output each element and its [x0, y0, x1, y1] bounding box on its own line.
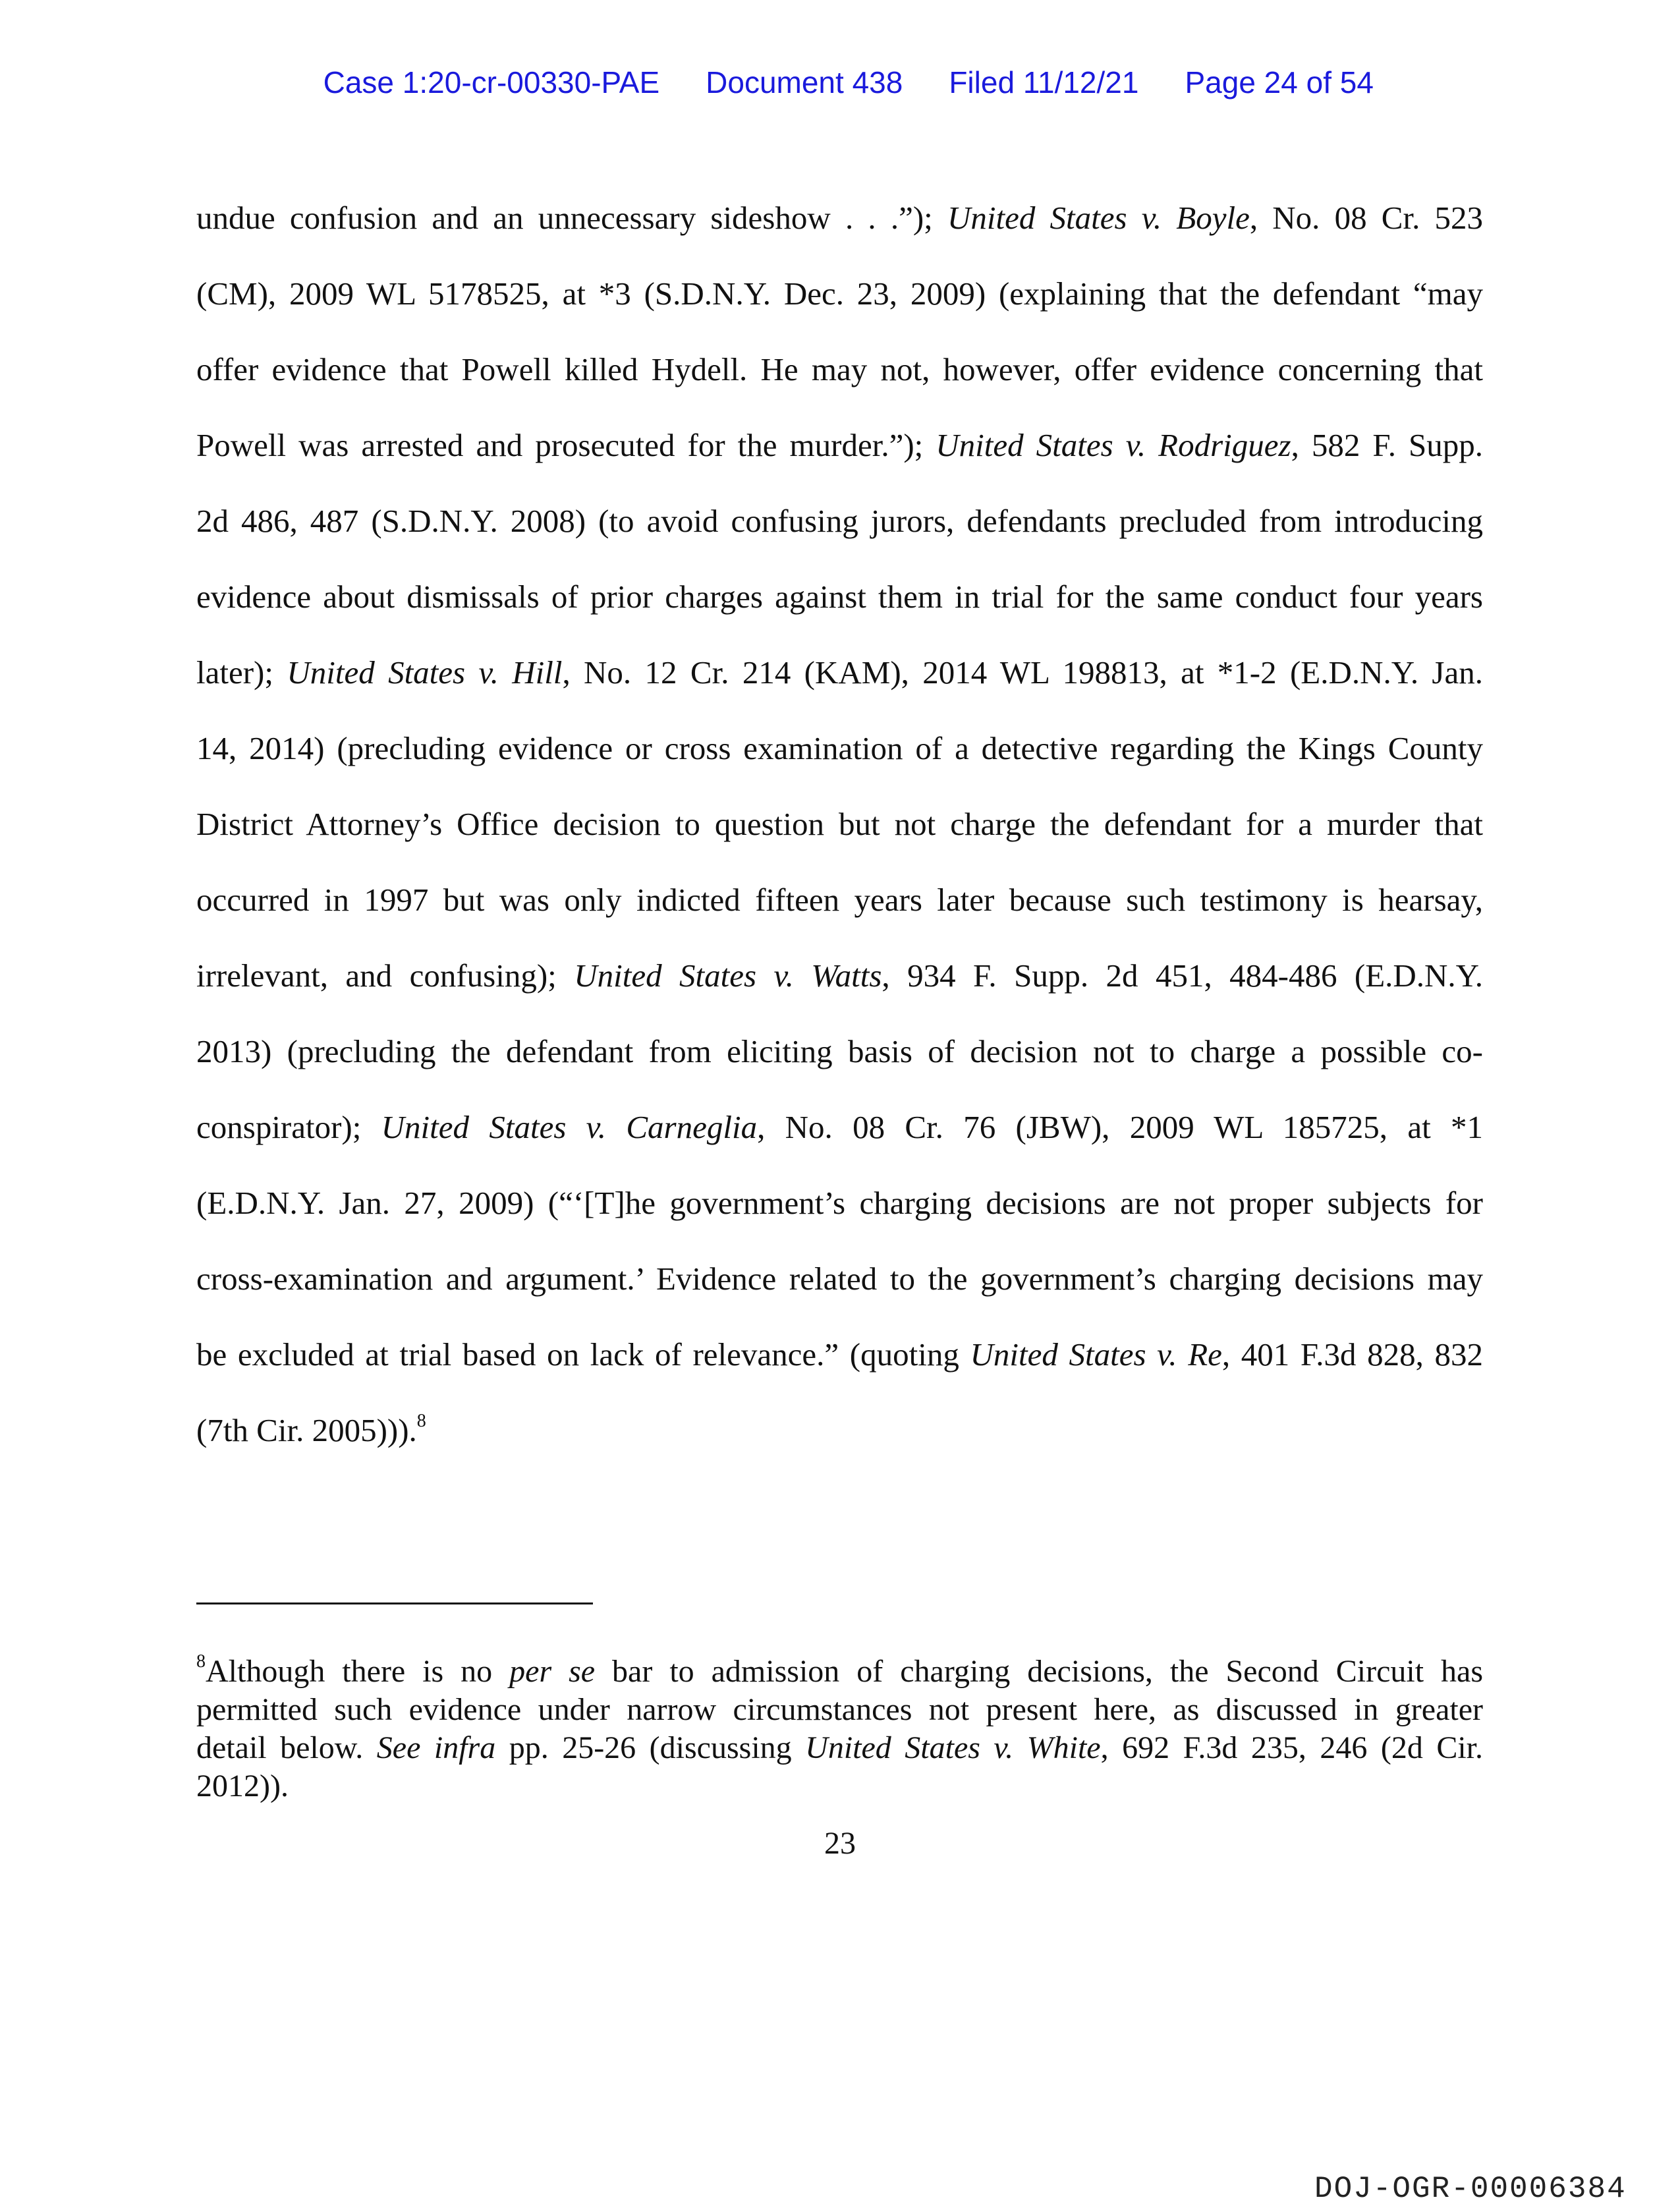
text-segment: , No. 08 Cr. 523 — [1249, 200, 1484, 236]
body-line — [196, 1332, 1483, 1407]
text-segment: , 582 F. Supp. — [1291, 427, 1483, 463]
text-segment: Powell was arrested and prosecuted for the murder.”); — [196, 427, 936, 463]
text-segment: irrelevant, and confusing); — [196, 957, 574, 994]
body-line — [196, 271, 1483, 347]
body-line — [196, 422, 1483, 498]
case-citation-italic: per se — [509, 1654, 596, 1689]
body-line — [196, 195, 1483, 271]
footnote-marker: 8 — [196, 1651, 206, 1672]
text-segment: , No. 08 Cr. 76 (JBW), 2009 WL 185725, at *1 — [757, 1109, 1484, 1145]
body-line — [196, 801, 1483, 877]
text-segment: be excluded at trial based on lack of relevance.” (quoting — [196, 1336, 970, 1373]
text-segment: later); — [196, 654, 287, 691]
body-line — [196, 1104, 1483, 1180]
case-citation-italic: United States v. Hill — [287, 654, 563, 691]
body-line — [196, 1180, 1483, 1256]
footnote-8 — [196, 1653, 1483, 1805]
footnote-line — [196, 1729, 1483, 1767]
case-citation-italic: United States v. Carneglia — [381, 1109, 758, 1145]
case-number: Case 1:20-cr-00330-PAE — [323, 65, 660, 99]
text-segment: 2d 486, 487 (S.D.N.Y. 2008) (to avoid confusing jurors, defendants precluded from introducing — [196, 503, 1483, 539]
text-segment: occurred in 1997 but was only indicted fifteen years later because such testimony is hearsay, — [196, 882, 1483, 918]
body-line — [196, 877, 1483, 953]
footnote-line — [196, 1767, 1483, 1805]
body-paragraph — [196, 195, 1483, 1483]
text-segment: , 692 F.3d 235, 246 (2d Cir. — [1100, 1730, 1484, 1765]
body-line — [196, 953, 1483, 1029]
text-segment: permitted such evidence under narrow circumstances not present here, as discussed in greater — [196, 1692, 1483, 1727]
text-segment: detail below. — [196, 1730, 377, 1765]
text-segment: pp. 25-26 (discussing — [495, 1730, 806, 1765]
case-citation-italic: See infra — [376, 1730, 496, 1765]
page-number: 23 — [824, 1826, 856, 1861]
body-line — [196, 725, 1483, 801]
text-segment: cross-examination and argument.’ Evidence related to the government’s charging decisions may — [196, 1261, 1483, 1297]
body-line — [196, 1407, 1483, 1483]
text-segment: bar to admission of charging decisions, the Second Circuit has — [595, 1654, 1483, 1689]
text-segment: , 934 F. Supp. 2d 451, 484-486 (E.D.N.Y. — [882, 957, 1483, 994]
text-segment: offer evidence that Powell killed Hydell. He may not, however, offer evidence concerning that — [196, 351, 1483, 387]
text-segment: , No. 12 Cr. 214 (KAM), 2014 WL 198813, at *1-2 (E.D.N.Y. Jan. — [562, 654, 1483, 691]
bates-stamp: DOJ-OGR-00006384 — [1314, 2172, 1627, 2206]
case-citation-italic: United States v. Boyle — [947, 200, 1250, 236]
body-line — [196, 1029, 1483, 1104]
text-segment: (7th Cir. 2005))). — [196, 1412, 417, 1448]
text-segment: conspirator); — [196, 1109, 381, 1145]
text-segment: 14, 2014) (precluding evidence or cross examination of a detective regarding the Kings County — [196, 730, 1483, 766]
case-citation-italic: United States v. Rodriguez — [936, 427, 1291, 463]
text-segment: (E.D.N.Y. Jan. 27, 2009) (“‘[T]he government’s charging decisions are not proper subjects for — [196, 1185, 1483, 1221]
filed-date: Filed 11/12/21 — [949, 65, 1139, 99]
text-segment: (CM), 2009 WL 5178525, at *3 (S.D.N.Y. Dec. 23, 2009) (explaining that the defendant “may — [196, 275, 1483, 312]
page-of-pages: Page 24 of 54 — [1185, 65, 1374, 99]
body-line — [196, 498, 1483, 574]
footnote-separator-rule — [196, 1602, 593, 1604]
text-segment: undue confusion and an unnecessary sideshow . . .”); — [196, 200, 947, 236]
text-segment: 2012)). — [196, 1769, 289, 1803]
case-citation-italic: United States v. White — [805, 1730, 1101, 1765]
case-citation-italic: United States v. Watts — [574, 957, 882, 994]
body-line — [196, 347, 1483, 422]
footnote-line — [196, 1653, 1483, 1691]
ecf-filing-header — [0, 29, 1680, 100]
text-segment: evidence about dismissals of prior charges against them in trial for the same conduct four years — [196, 579, 1483, 615]
body-line — [196, 1256, 1483, 1332]
text-segment: District Attorney’s Office decision to question but not charge the defendant for a murder that — [196, 806, 1483, 842]
text-segment: Although there is no — [206, 1654, 510, 1689]
text-segment: , 401 F.3d 828, 832 — [1221, 1336, 1484, 1373]
footnote-line — [196, 1691, 1483, 1729]
document-number: Document 438 — [706, 65, 903, 99]
body-line — [196, 650, 1483, 725]
footnote-reference[interactable]: 8 — [416, 1411, 426, 1431]
body-line — [196, 574, 1483, 650]
text-segment: 2013) (precluding the defendant from eliciting basis of decision not to charge a possible co- — [196, 1033, 1483, 1069]
case-citation-italic: United States v. Re — [970, 1336, 1222, 1373]
